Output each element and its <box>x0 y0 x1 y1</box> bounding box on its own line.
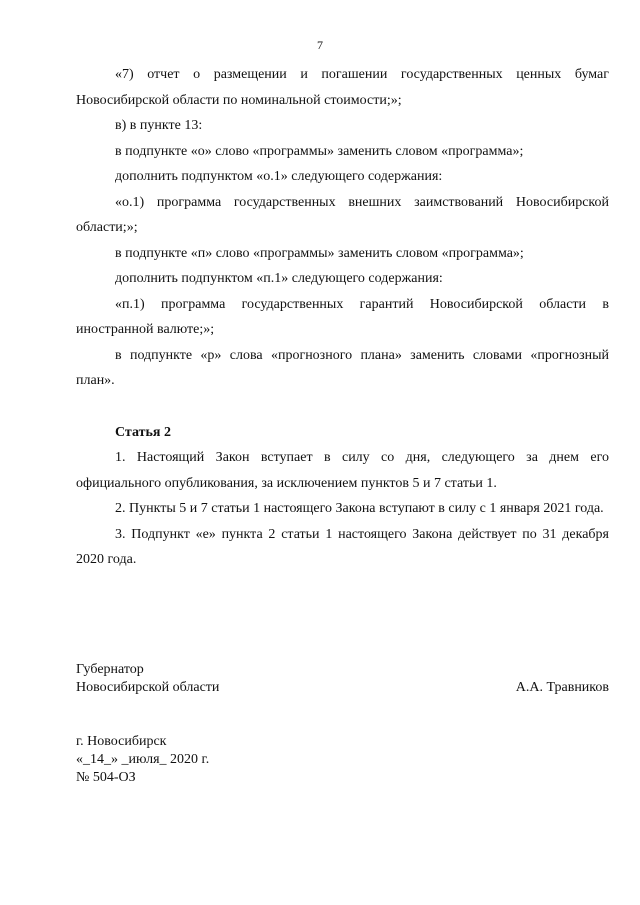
signature-row <box>76 679 609 697</box>
page-number: 7 <box>317 38 323 52</box>
document-body <box>76 62 609 573</box>
place-date-block <box>76 733 609 787</box>
paragraph: «п.1) программа государственных гарантий Новосибирской области в иностранной валюте;»; <box>76 296 609 337</box>
paragraph: в) в пункте 13: <box>115 118 203 133</box>
paragraph: в подпункте «п» слово «программы» заменить словом «программа»; <box>115 245 524 261</box>
article-item: 1. Настоящий Закон вступает в силу со дня, следующего за днем его официального опубликования, за исключением пунктов 5 и 7 статьи 1. <box>76 450 609 491</box>
signature-block <box>76 661 609 697</box>
signatory-position: Губернатор <box>76 662 144 677</box>
city: г. Новосибирск <box>76 734 167 749</box>
article-item: 2. Пункты 5 и 7 статьи 1 настоящего Закона вступают в силу с 1 января 2021 года. <box>115 501 604 516</box>
paragraph: дополнить подпунктом «п.1» следующего содержания: <box>115 271 443 286</box>
signatory-region: Новосибирской области <box>76 680 220 695</box>
paragraph: дополнить подпунктом «о.1» следующего содержания: <box>115 169 443 184</box>
signatory-name: А.А. Травников <box>515 680 609 695</box>
date: «_14_» _июля_ 2020 г. <box>76 752 210 767</box>
article-heading: Статья 2 <box>115 424 171 440</box>
paragraph: «о.1) программа государственных внешних заимствований Новосибирской области;»; <box>76 194 609 235</box>
paragraph: в подпункте «о» слово «программы» заменить словом «программа»; <box>115 143 524 159</box>
paragraph: в подпункте «р» слова «прогнозного плана» заменить словами «прогнозный план». <box>76 347 609 388</box>
law-number: № 504-ОЗ <box>76 770 136 785</box>
paragraph: «7) отчет о размещении и погашении государственных ценных бумаг Новосибирской области по номинальной стоимости;»; <box>76 67 609 108</box>
article-item: 3. Подпункт «е» пункта 2 статьи 1 настоящего Закона действует по 31 декабря 2020 года. <box>76 526 609 567</box>
